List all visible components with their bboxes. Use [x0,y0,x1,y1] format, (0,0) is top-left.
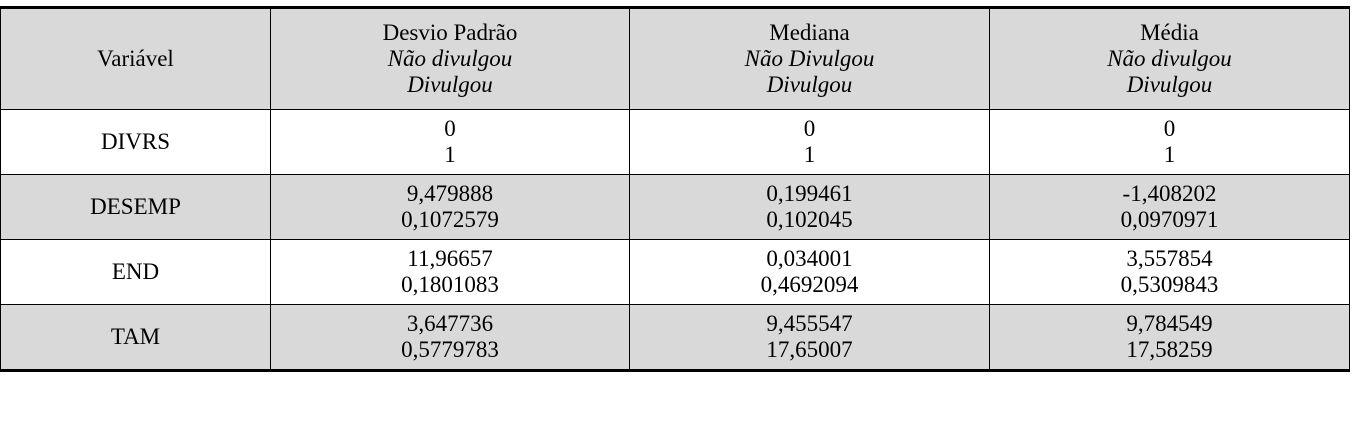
cell-std-dev [271,240,630,305]
table-row-end [1,240,1350,305]
column-subtitle-not-disclosed: Não divulgou [387,46,513,71]
value-not-disclosed: 0 [444,116,456,141]
column-header-std-dev [271,8,630,110]
cell-median [630,110,990,175]
value-disclosed: 0,5309843 [1120,272,1219,297]
variable-header [1,8,271,110]
column-header-mean [990,8,1350,110]
value-disclosed: 0,4692094 [760,272,859,297]
cell-median [630,175,990,240]
cell-mean [990,240,1350,305]
row-variable [1,240,271,305]
column-title: Média [1140,20,1199,45]
column-subtitle-not-disclosed: Não Divulgou [744,46,875,71]
value-not-disclosed: 0 [803,116,816,141]
variable-name: TAM [110,324,161,349]
value-disclosed: 0,1801083 [401,272,499,297]
variable-name: DIVRS [100,129,170,154]
column-subtitle-disclosed: Divulgou [766,72,853,97]
cell-median [630,305,990,371]
variable-name: DESEMP [90,194,181,219]
value-not-disclosed: -1,408202 [1122,181,1217,206]
value-not-disclosed: 0,034001 [766,246,853,271]
value-not-disclosed: 11,96657 [407,246,493,271]
row-variable [1,175,271,240]
value-disclosed: 1 [1163,142,1176,167]
row-variable [1,110,271,175]
header-row [1,8,1350,110]
value-disclosed: 0,0970971 [1120,207,1219,232]
variable-name: END [111,259,160,284]
column-title: Mediana [769,20,850,45]
statistics-table [0,6,1350,372]
value-not-disclosed: 9,455547 [766,311,853,336]
row-variable [1,305,271,371]
cell-mean [990,110,1350,175]
variable-header-label: Variável [97,46,174,71]
value-not-disclosed: 9,784549 [1126,311,1213,336]
column-subtitle-disclosed: Divulgou [1126,72,1213,97]
cell-median [630,240,990,305]
table-row-desemp [1,175,1350,240]
column-title: Desvio Padrão [382,20,518,45]
value-disclosed: 1 [444,142,456,167]
cell-std-dev [271,305,630,371]
column-subtitle-disclosed: Divulgou [407,72,493,97]
value-not-disclosed: 3,557854 [1126,246,1213,271]
value-disclosed: 1 [803,142,816,167]
table-row-divrs [1,110,1350,175]
value-not-disclosed: 9,479888 [406,181,494,206]
cell-std-dev [271,110,630,175]
value-not-disclosed: 3,647736 [406,311,494,336]
value-not-disclosed: 0 [1163,116,1176,141]
cell-std-dev [271,175,630,240]
value-disclosed: 17,58259 [1126,337,1213,362]
value-disclosed: 0,1072579 [401,207,499,232]
value-not-disclosed: 0,199461 [766,181,853,206]
table-row-tam [1,305,1350,371]
value-disclosed: 17,65007 [766,337,853,362]
column-header-median [630,8,990,110]
column-subtitle-not-disclosed: Não divulgou [1107,46,1232,71]
cell-mean [990,305,1350,371]
value-disclosed: 0,102045 [766,207,853,232]
value-disclosed: 0,5779783 [401,337,499,362]
cell-mean [990,175,1350,240]
